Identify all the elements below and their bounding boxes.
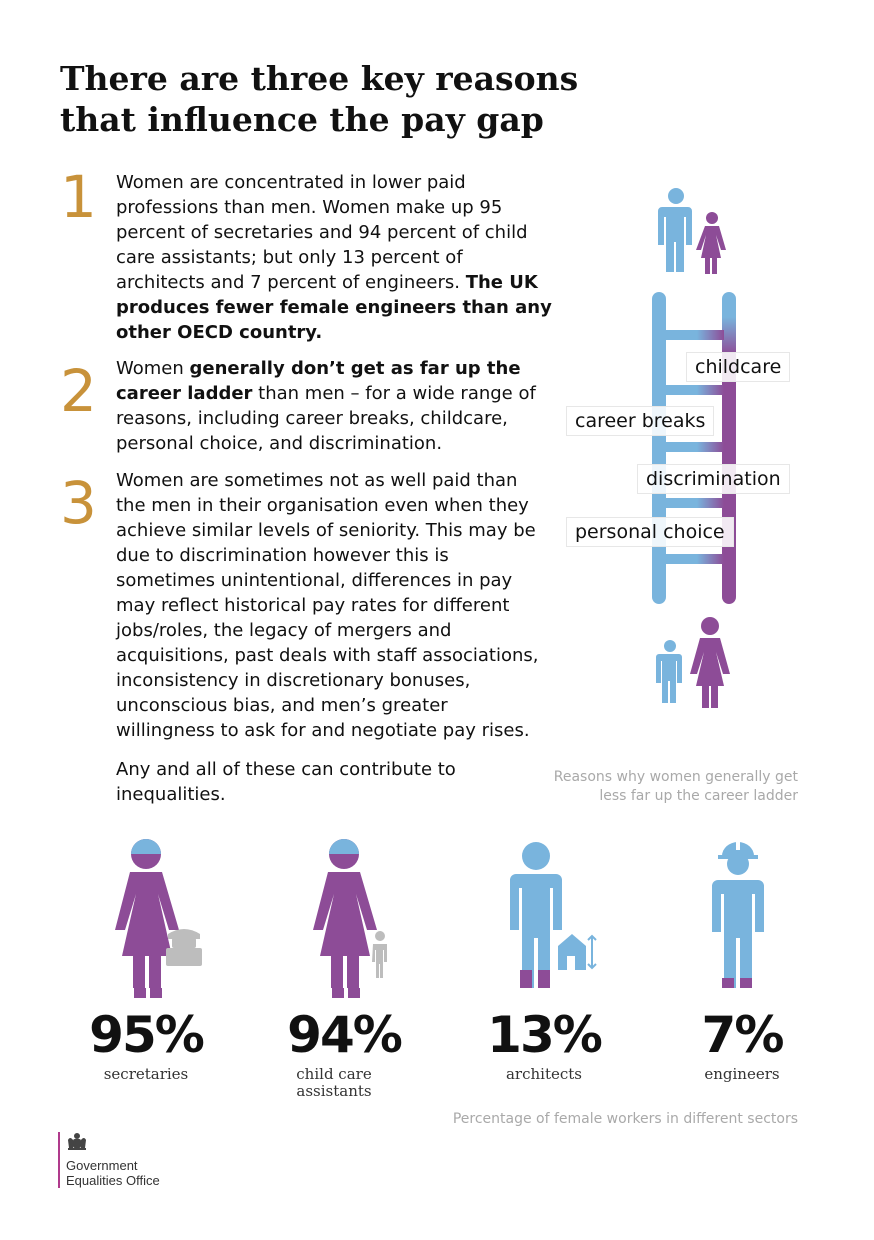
reason-2-number: 2 <box>60 357 97 425</box>
secretaries-percent: 95% <box>89 1006 203 1064</box>
architects-percent: 13% <box>487 1006 601 1064</box>
ladder-label-personal-choice: personal choice <box>566 517 734 547</box>
reason-1-text-part: Women are concentrated in lower paid professions than men. Women make up 95 percent of secretaries and 94 percent of child care assistants; but only 13 percent of architects and 7 percent of engineers. <box>116 172 528 293</box>
page-title: There are three key reasons that influence the pay gap <box>60 59 579 139</box>
reason-2-text <box>116 356 556 456</box>
reason-1-number: 1 <box>60 163 97 231</box>
secretaries-label: secretaries <box>103 1065 189 1083</box>
ladder-rung <box>664 442 724 452</box>
reason-2-text-part: Women <box>116 358 190 379</box>
bottom-woman-icon <box>690 617 730 708</box>
top-man-icon <box>658 188 692 272</box>
engineers-label: engineers <box>704 1065 780 1083</box>
reason-1-text <box>116 170 556 345</box>
child-care-assistant-figure-icon <box>298 838 408 998</box>
engineer-figure-icon <box>688 838 798 998</box>
government-equalities-office-logo <box>58 1132 218 1192</box>
telephone-icon <box>166 929 202 966</box>
reason-3-text <box>116 468 552 743</box>
bottom-man-icon <box>656 640 682 703</box>
reason-2-text-emphasis: generally don’t get as far up the career ladder <box>116 358 521 404</box>
ladder-label-childcare: childcare <box>686 352 790 382</box>
ladder-rung <box>664 330 724 340</box>
ladder-rung <box>664 498 724 508</box>
ladder-right-rail <box>722 292 736 604</box>
ladder-caption: Reasons why women generally get less far up the career ladder <box>553 769 798 804</box>
ladder-label-discrimination: discrimination <box>637 464 790 494</box>
conclusion-text: Any and all of these can contribute to inequalities. <box>116 759 456 805</box>
architects-label: architects <box>505 1065 582 1083</box>
ladder-rung <box>664 554 724 564</box>
logo-text <box>66 1158 216 1188</box>
reason-3-text-part: Women are sometimes not as well paid than the men in their organisation even when they achieve similar levels of seniority. This may be due to discrimination however this is sometimes unintentional, differences in pay may reflect historical pay rates for different jobs/roles, the legacy of mergers and acquisitions, past deals with staff associations, inconsistency in discretionary bonuses, unconscious bias, and men’s greater willingness to ask for and negotiate pay rises. <box>116 470 539 741</box>
engineers-percent: 7% <box>701 1006 783 1064</box>
royal-crest-icon <box>66 1132 88 1152</box>
logo-line-2: Equalities Office <box>66 1173 160 1188</box>
child-icon <box>372 931 387 978</box>
child-care-assistants-label: child care assistants <box>296 1065 372 1100</box>
architect-figure-icon <box>492 838 602 998</box>
top-woman-icon <box>696 212 726 274</box>
logo-line-1: Government <box>66 1158 138 1173</box>
child-care-assistants-percent: 94% <box>287 1006 401 1064</box>
house-icon <box>558 934 596 970</box>
reason-3-number: 3 <box>60 469 97 537</box>
ladder-label-career-breaks: career breaks <box>566 406 714 436</box>
secretary-figure-icon <box>100 838 210 998</box>
ladder-rung <box>664 385 724 395</box>
logo-divider <box>58 1132 60 1188</box>
reason-1-text-emphasis: The UK produces fewer female engineers than any other OECD country. <box>116 272 552 343</box>
reason-2-text-part: than men – for a wide range of reasons, including career breaks, childcare, personal choice, and discrimination. <box>116 383 536 454</box>
ladder-left-rail <box>652 292 666 604</box>
career-ladder-illustration <box>560 180 830 710</box>
sectors-caption: Percentage of female workers in different sectors <box>452 1111 798 1127</box>
